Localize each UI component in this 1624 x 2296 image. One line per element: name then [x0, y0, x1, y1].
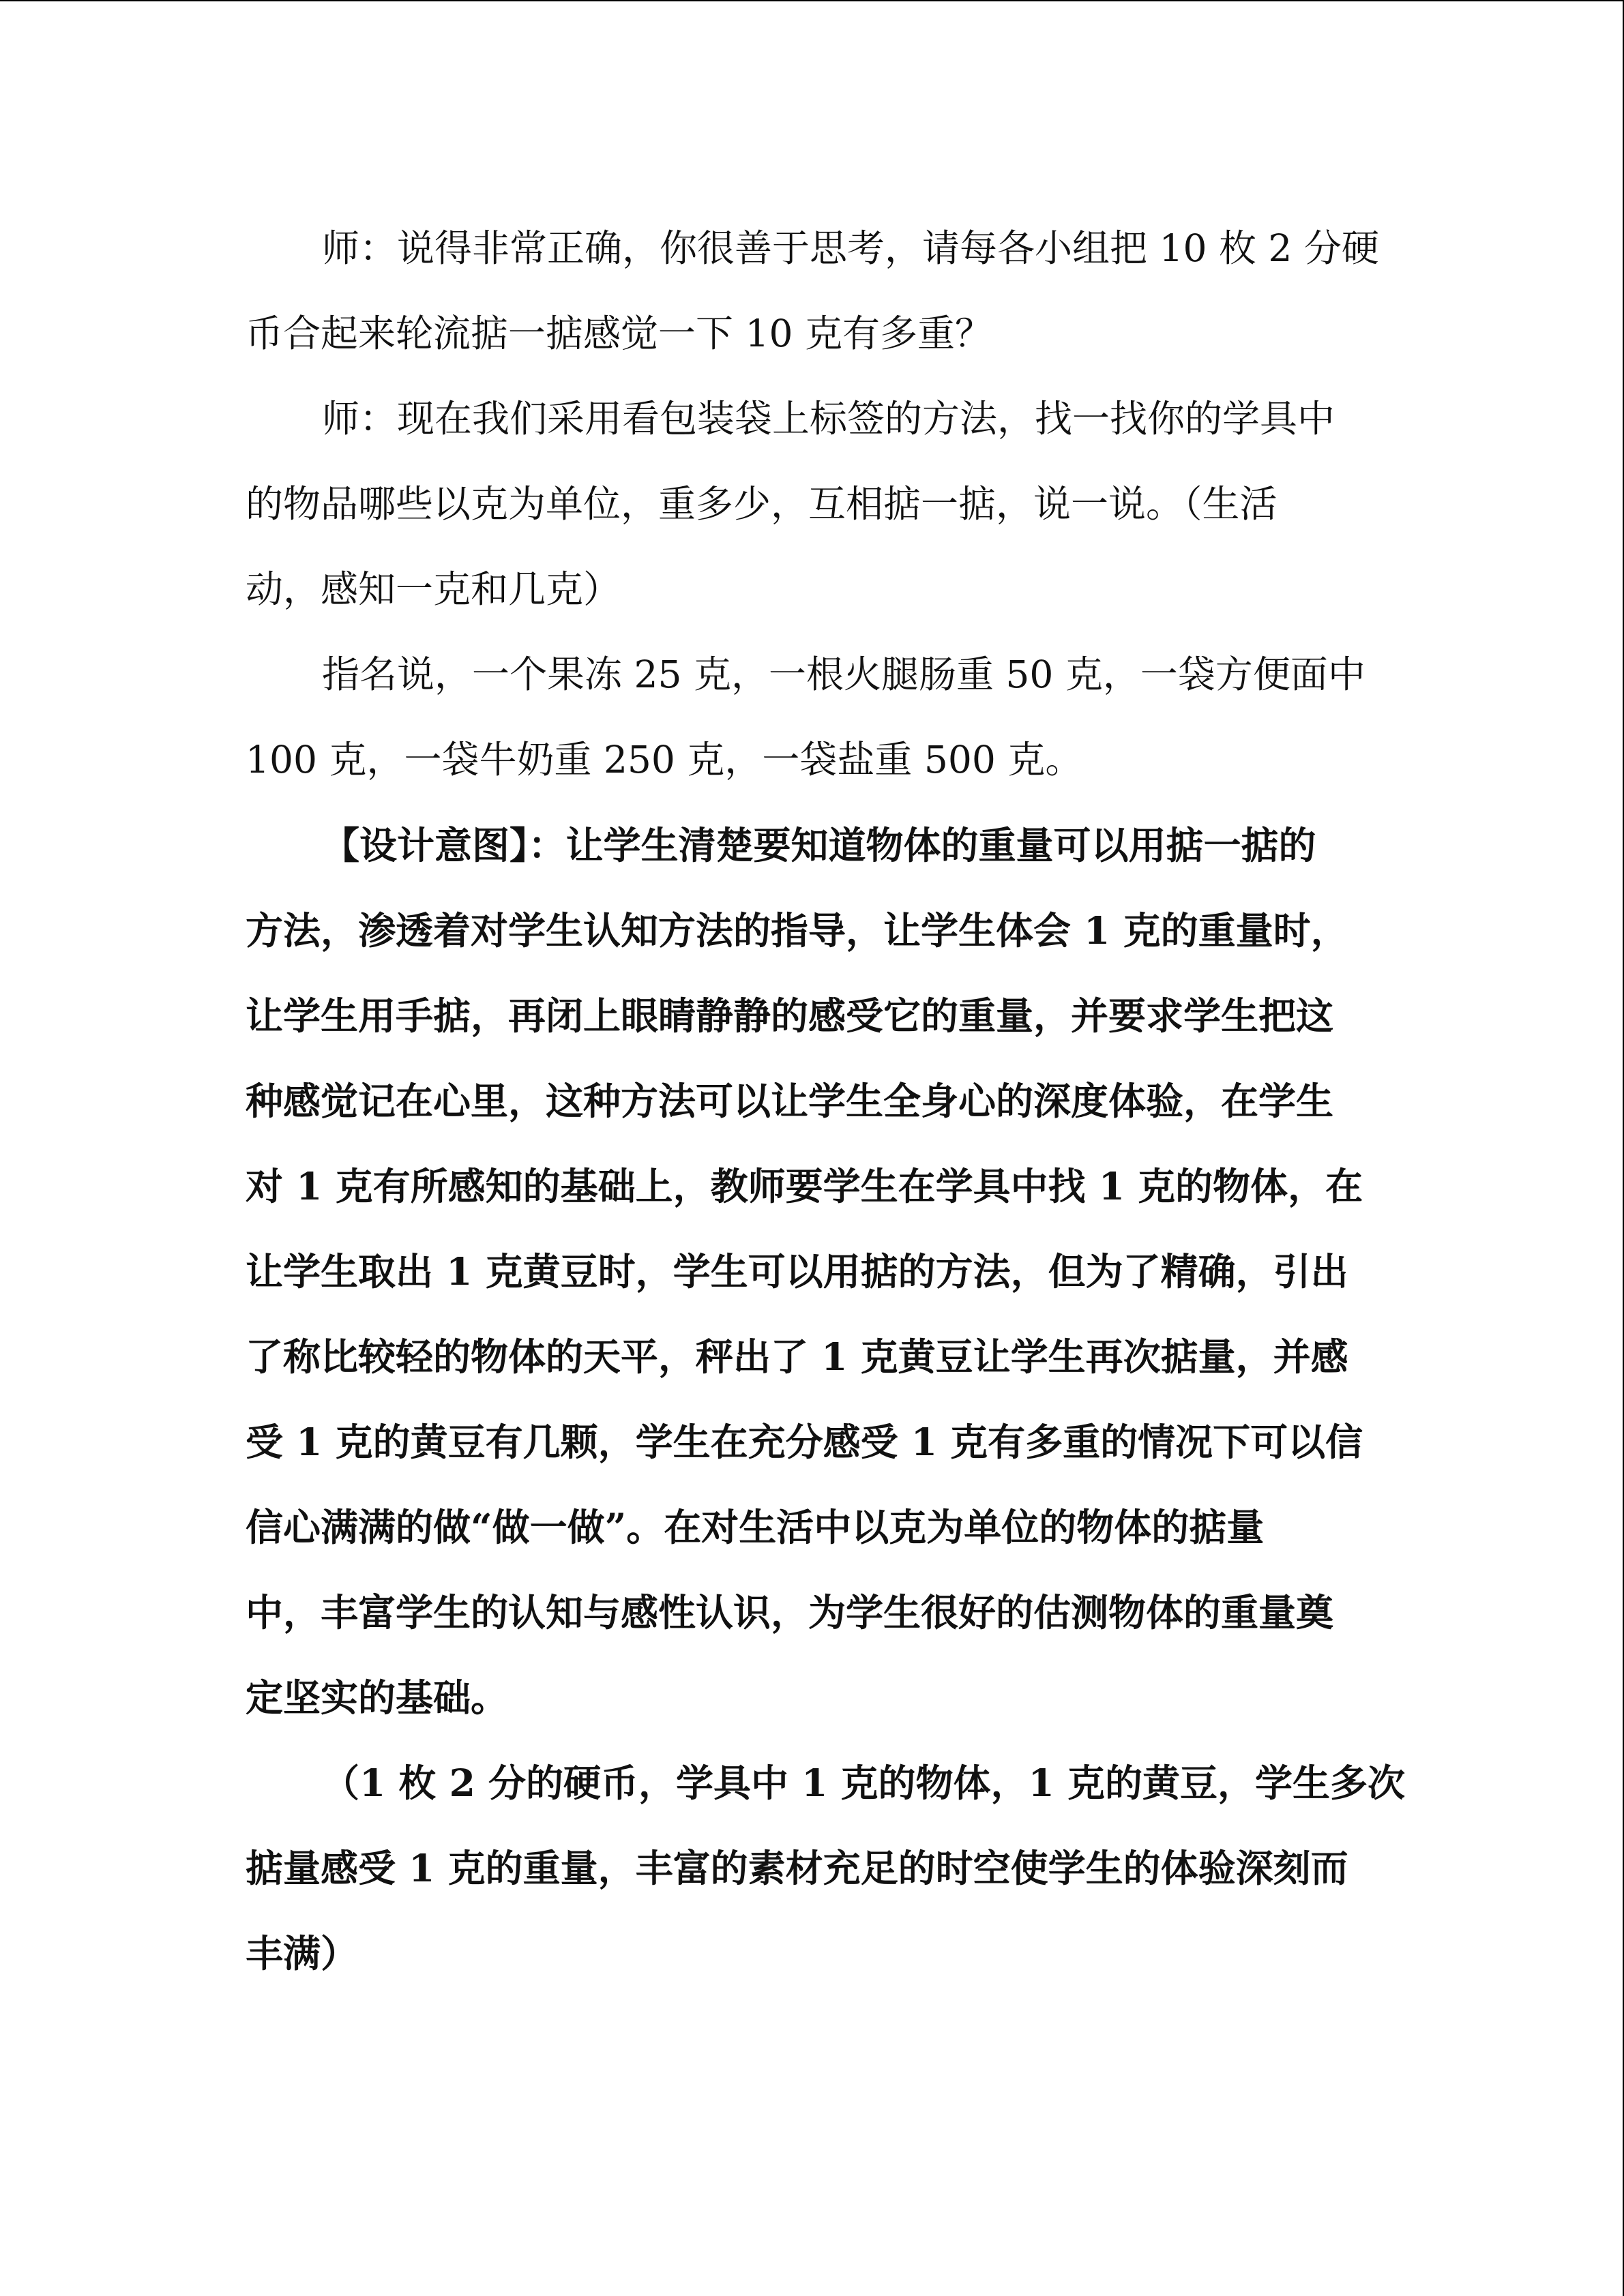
paragraph-design-intent [246, 803, 1391, 1740]
paragraph-line: 丰满） [246, 1931, 359, 1976]
paragraph-line: 【设计意图】：让学生清楚要知道物体的重量可以用掂一掂的 [322, 823, 1316, 867]
paragraph-line: （1 枚 2 分的硬币，学具中 1 克的物体，1 克的黄豆，学生多次 [322, 1761, 1405, 1805]
paragraph-line: 中，丰富学生的认知与感性认识，为学生很好的估测物体的重量奠 [246, 1590, 1334, 1635]
paragraph-line: 让学生用手掂，再闭上眼睛静静的感受它的重量，并要求学生把这 [246, 994, 1334, 1038]
paragraph-line: 动，感知一克和几克） [246, 567, 621, 611]
paragraph-line: 了称比较轻的物体的天平，秤出了 1 克黄豆让学生再次掂量，并感 [246, 1335, 1348, 1379]
paragraph-teacher-labels [246, 376, 1391, 632]
document-body [246, 206, 1405, 1996]
paragraph-line: 师：说得非常正确，你很善于思考，请每各小组把 10 枚 2 分硬 [322, 226, 1379, 270]
paragraph-line: 定坚实的基础。 [246, 1675, 509, 1720]
paragraph-line: 受 1 克的黄豆有几颗，学生在充分感受 1 克有多重的情况下可以信 [246, 1420, 1363, 1464]
paragraph-line: 指名说，一个果冻 25 克，一根火腿肠重 50 克，一袋方便面中 [322, 653, 1365, 696]
paragraph-line: 币合起来轮流掂一掂感觉一下 10 克有多重？ [246, 312, 992, 355]
paragraph-line: 的物品哪些以克为单位，重多少，互相掂一掂，说一说。（生活 [246, 482, 1278, 526]
paragraph-line: 100 克，一袋牛奶重 250 克，一袋盐重 500 克。 [246, 738, 1083, 781]
paragraph-summary-note [246, 1740, 1405, 1996]
paragraph-teacher-coins [246, 206, 1391, 376]
paragraph-line: 让学生取出 1 克黄豆时，学生可以用掂的方法，但为了精确，引出 [246, 1249, 1348, 1294]
paragraph-line: 师：现在我们采用看包装袋上标签的方法，找一找你的学具中 [322, 397, 1335, 441]
paragraph-line: 方法，渗透着对学生认知方法的指导，让学生体会 1 克的重量时， [246, 908, 1348, 953]
paragraph-student-answers [246, 632, 1391, 803]
paragraph-line: 信心满满的做“做一做”。在对生活中以克为单位的物体的掂量 [246, 1505, 1265, 1549]
paragraph-line: 对 1 克有所感知的基础上，教师要学生在学具中找 1 克的物体，在 [246, 1164, 1363, 1208]
paragraph-line: 种感觉记在心里，这种方法可以让学生全身心的深度体验，在学生 [246, 1079, 1334, 1123]
paragraph-line: 掂量感受 1 克的重量，丰富的素材充足的时空使学生的体验深刻而 [246, 1846, 1348, 1890]
